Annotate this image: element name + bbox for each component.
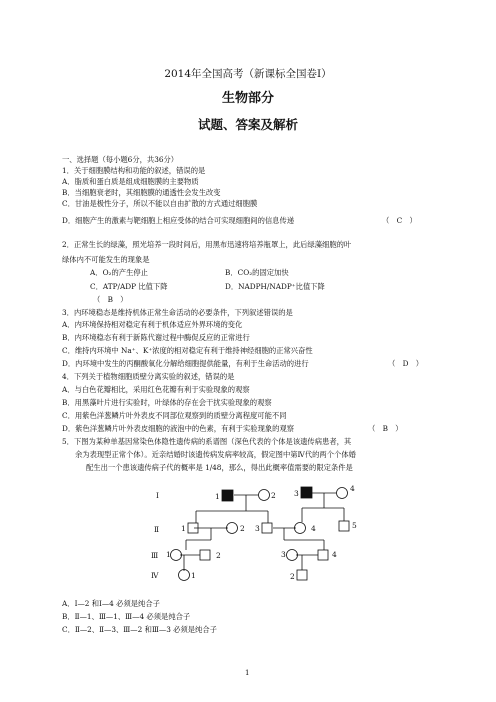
num-II-2: 2: [240, 524, 245, 533]
q5-stem-line3: 配生出一个患该遗传病子代的概率是 1/48，那么，得出此概率值需要的限定条件是: [86, 463, 353, 472]
q3-option-a: A．内环境保持相对稳定有利于机体适应外界环境的变化: [62, 320, 243, 329]
pedigree-female-I-4: [337, 488, 348, 499]
num-I-3: 3: [294, 489, 299, 498]
q2-option-a: A．O₂的产生停止: [90, 268, 148, 277]
pedigree-male-III-2: [200, 550, 210, 560]
q5-option-c: C．Ⅱ—2、Ⅱ—3、Ⅲ—2 和Ⅲ—3 必须是纯合子: [62, 625, 217, 634]
num-II-3: 3: [255, 524, 260, 533]
pedigree-female-III-3: [287, 550, 298, 561]
gen-label-I: Ⅰ: [156, 491, 159, 500]
pedigree-female-III-1: [171, 550, 182, 561]
document-heading: 试题、答案及解析: [197, 117, 298, 132]
q4-option-d: D．紫色洋葱鳞片叶外表皮细胞的液泡中的色素，有利于实验现象的观察: [62, 424, 295, 433]
section-heading: 一、选择题（每小题6分，共36分）: [62, 155, 179, 164]
q5-stem-line1: 5．下图为某种单基因常染色体隐性遗传病的系谱图（深色代表的个体是该遗传病患者，其: [62, 437, 352, 446]
num-III-2: 2: [216, 551, 221, 560]
pedigree-male-IV-2: [297, 570, 307, 580]
q3-stem: 3．内环境稳态是维持机体正常生命活动的必要条件，下列叙述错误的是: [62, 308, 293, 317]
num-III-1: 1: [166, 550, 171, 559]
q1-option-d: D．细胞产生的激素与靶细胞上相应受体的结合可实现细胞间的信息传递: [62, 216, 295, 225]
q4-option-c: C．用紫色洋葱鳞片叶外表皮不同部位观察到的质壁分离程度可能不同: [62, 411, 287, 420]
num-II-4: 4: [311, 524, 316, 533]
q5-option-b: B．Ⅱ—1、Ⅲ—1、Ⅲ—4 必须是纯合子: [62, 612, 191, 621]
q4-answer: （ B ）: [368, 424, 403, 433]
pedigree-diagram: [0, 478, 496, 593]
num-III-3: 3: [281, 550, 286, 559]
document-subtitle: 生物部分: [221, 91, 274, 106]
num-I-2: 2: [271, 491, 276, 500]
q4-option-b: B．用黑藻叶片进行实验时，叶绿体的存在会干扰实验现象的观察: [62, 398, 272, 407]
pedigree-male-III-4: [318, 550, 328, 560]
pedigree-female-II-2: [227, 523, 238, 534]
pedigree-male-II-5: [339, 521, 349, 531]
q1-answer: （ C ）: [382, 216, 417, 225]
q3-answer: （ D ）: [388, 359, 424, 368]
q1-stem: 1．关于细胞膜结构和功能的叙述，错误的是: [62, 166, 206, 175]
num-I-4: 4: [350, 484, 355, 493]
q3-option-d: D．内环境中发生的丙酮酸氧化分解给细胞提供能量，有利于生命活动的进行: [62, 359, 309, 368]
pedigree-female-IV-1: [179, 570, 190, 581]
q2-option-c: C．ATP/ADP 比值下降: [90, 282, 168, 291]
gen-label-III: Ⅲ: [151, 551, 159, 560]
num-III-4: 4: [332, 550, 337, 559]
q4-stem: 4．下列关于植物细胞质壁分离实验的叙述，错误的是: [62, 372, 235, 381]
num-II-5: 5: [352, 521, 357, 530]
pedigree-female-II-4: [295, 523, 306, 534]
pedigree-female-I-2: [259, 490, 270, 501]
gen-label-II: Ⅱ: [154, 525, 160, 534]
q1-option-b: B．当细胞衰老时，其细胞膜的通透性会发生改变: [62, 188, 221, 197]
q2-stem-line2: 绿体内不可能发生的现象是: [62, 255, 150, 264]
q2-option-d: D．NADPH/NADP⁺比值下降: [225, 282, 325, 291]
q2-option-b: B．CO₂的固定加快: [225, 268, 289, 277]
gen-label-IV: Ⅳ: [151, 571, 159, 580]
q2-stem-line1: 2．正常生长的绿藻，照光培养一段时间后，用黑布迅速将培养瓶罩上，此后绿藻细胞的叶: [62, 240, 352, 249]
q5-option-a: A．Ⅰ—2 和Ⅰ—4 必须是纯合子: [62, 599, 160, 608]
pedigree-affected-male-I-3: [301, 487, 312, 498]
q3-option-c: C．维持内环境中 Na⁺、K⁺浓度的相对稳定有利于维持神经细胞的正常兴奋性: [62, 346, 313, 355]
q1-option-a: A．脂质和蛋白质是组成细胞膜的主要物质: [62, 177, 199, 186]
q4-option-a: A．与白色花瓣相比，采用红色花瓣有利于实验现象的观察: [62, 385, 250, 394]
pedigree-affected-male-I-1: [222, 490, 233, 501]
document-title: 2014年全国高考（新课标全国卷Ⅰ）: [164, 68, 332, 80]
page-number: 1: [245, 669, 250, 677]
q1-option-c: C．甘油是极性分子，所以不能以自由扩散的方式通过细胞膜: [62, 199, 258, 208]
num-IV-2: 2: [290, 572, 295, 581]
pedigree-male-II-3: [262, 523, 272, 533]
q2-answer: （ B ）: [93, 295, 128, 304]
num-II-1: 1: [181, 524, 186, 533]
q5-stem-line2: 余为表现型正常个体）。近亲结婚时该遗传病发病率较高，假定图中第Ⅳ代的两个个体婚: [75, 450, 356, 459]
num-I-1: 1: [215, 492, 220, 501]
q3-option-b: B．内环境稳态有利于新陈代谢过程中酶促反应的正常进行: [62, 333, 250, 342]
num-IV-1: 1: [191, 571, 196, 580]
